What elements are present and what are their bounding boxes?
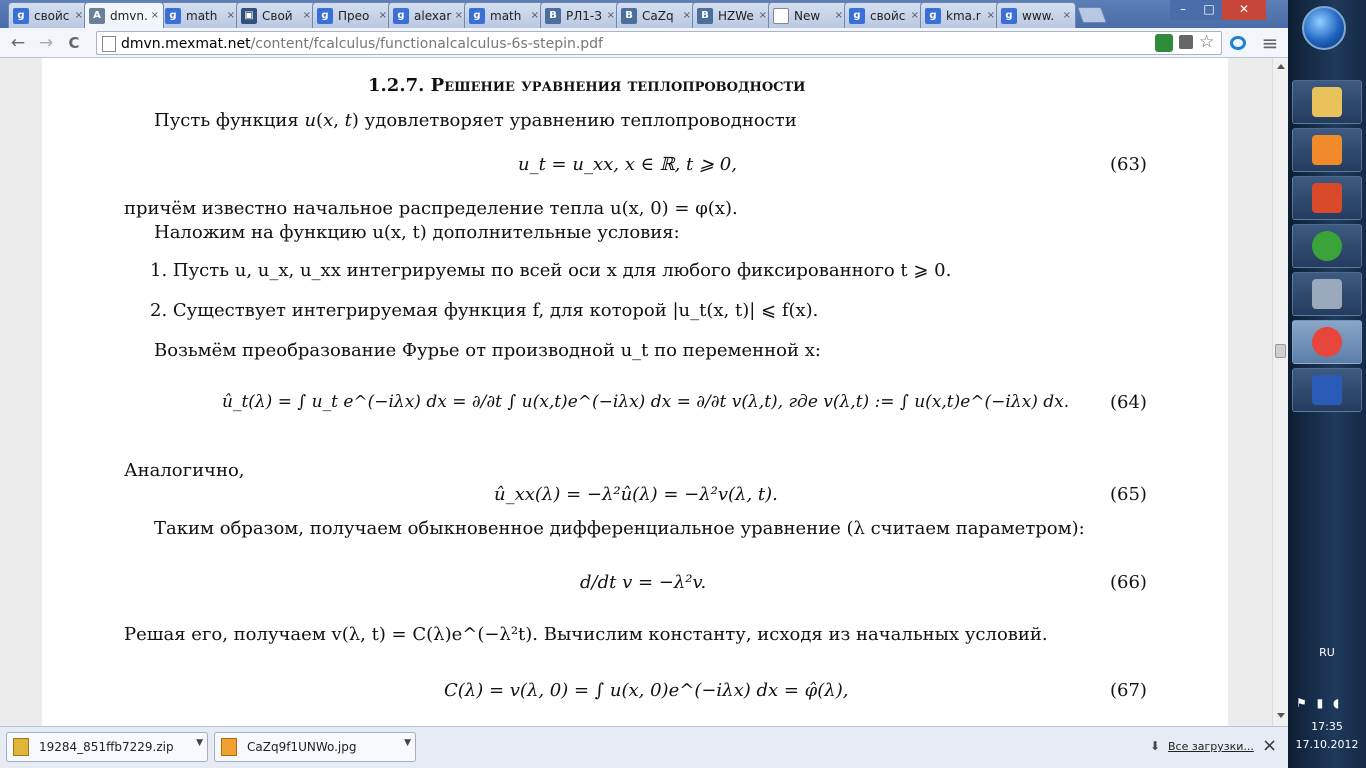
url-host: dmvn.mexmat.net — [121, 36, 251, 52]
vk-icon: B — [697, 8, 713, 24]
page-icon — [102, 36, 116, 52]
taskbar-system-window[interactable] — [1292, 272, 1362, 316]
vk-icon: B — [621, 8, 637, 24]
paragraph-7: Решая его, получаем v(λ, t) = C(λ)e^(−λ²t). Вычислим константу, исходя из начальных условий. — [124, 624, 1048, 645]
equation-number-63: (63) — [1110, 154, 1147, 175]
tab-title: HZWe — [718, 8, 754, 23]
menu-icon[interactable]: ≡ — [1261, 31, 1279, 55]
tab-11[interactable] — [844, 2, 924, 28]
minimize-button[interactable]: – — [1170, 0, 1196, 20]
equation-64: û_t(λ) = ∫ u_t e^(−iλx) dx = ∂/∂t ∫ u(x,t)e^(−iλx) dx = ∂/∂t v(λ,t), где v(λ,t) := ∫ u(x,t)e^(−iλx) dx. — [222, 392, 1070, 412]
taskbar-word[interactable] — [1292, 368, 1362, 412]
close-icon[interactable]: × — [74, 10, 83, 21]
address-bar[interactable] — [96, 31, 1222, 55]
tab-10[interactable] — [768, 2, 848, 28]
tab-title: свойс — [34, 8, 70, 23]
download-item-jpg[interactable] — [214, 732, 416, 762]
download-file-1: 19284_851ffb7229.zip — [39, 740, 174, 754]
equation-65: û_xx(λ) = −λ²û(λ) = −λ²v(λ, t). — [494, 484, 778, 505]
system-window-icon — [1312, 279, 1342, 309]
tab-title: CaZq — [642, 8, 674, 23]
close-icon[interactable]: × — [682, 10, 691, 21]
paragraph-2: причём известно начальное распределение тепла u(x, 0) = φ(x). — [124, 198, 738, 219]
page-icon — [773, 8, 789, 24]
chevron-down-icon[interactable]: ▼ — [196, 738, 203, 748]
language-indicator[interactable]: RU — [1319, 646, 1335, 659]
equation-66: d/dt v = −λ²v. — [580, 572, 707, 593]
chrome-icon — [1312, 327, 1342, 357]
close-icon[interactable]: × — [758, 10, 767, 21]
download-file-2: CaZq9f1UNWo.jpg — [247, 740, 357, 754]
scroll-up-arrow-icon[interactable] — [1277, 64, 1285, 69]
pdf-viewer — [0, 58, 1272, 726]
vk-icon: B — [545, 8, 561, 24]
google-icon: g — [13, 8, 29, 24]
google-icon: g — [469, 8, 485, 24]
download-arrow-icon: ⬇ — [1150, 739, 1161, 753]
zip-file-icon — [13, 738, 29, 756]
download-shelf — [0, 726, 1288, 768]
tab-title: New — [794, 8, 821, 23]
back-icon[interactable]: ← — [10, 33, 26, 53]
equation-67: C(λ) = v(λ, 0) = ∫ u(x, 0)e^(−iλx) dx = φ̂(λ), — [444, 680, 849, 701]
close-icon[interactable]: × — [986, 10, 995, 21]
tab-0[interactable] — [8, 2, 88, 28]
equation-number-66: (66) — [1110, 572, 1147, 593]
start-button[interactable] — [1302, 6, 1346, 50]
windows-taskbar — [1288, 0, 1366, 768]
close-icon[interactable]: × — [150, 10, 159, 21]
maximize-button[interactable]: □ — [1196, 0, 1222, 20]
tab-6[interactable] — [464, 2, 544, 28]
star-icon[interactable]: ☆ — [1199, 32, 1215, 52]
google-icon: g — [393, 8, 409, 24]
pdf-page — [42, 58, 1228, 726]
url-path: /content/fcalculus/functionalcalculus-6s-stepin.pdf — [250, 36, 603, 52]
close-icon[interactable]: × — [910, 10, 919, 21]
tab-title: Прео — [338, 8, 370, 23]
close-icon[interactable]: × — [378, 10, 387, 21]
battery-icon[interactable]: ▮ — [1316, 696, 1324, 710]
image-file-icon — [221, 738, 237, 756]
tab-1[interactable] — [84, 2, 164, 28]
tab-7[interactable] — [540, 2, 620, 28]
close-shelf-icon[interactable]: × — [1262, 735, 1278, 756]
flag-icon[interactable]: ⚑ — [1296, 696, 1307, 710]
tab-title: kma.r — [946, 8, 981, 23]
pdf-icon: A — [89, 8, 105, 24]
tab-title: math — [186, 8, 218, 23]
tab-title: math — [490, 8, 522, 23]
tab-4[interactable] — [312, 2, 392, 28]
equation-63: u_t = u_xx, x ∈ ℝ, t ⩾ 0, — [518, 154, 737, 175]
sync-icon[interactable] — [1230, 36, 1246, 50]
list-item-2: 2. Существует интегрируемая функция f, для которой |u_t(x, t)| ⩽ f(x). — [150, 300, 819, 321]
new-tab-button[interactable] — [1077, 7, 1107, 23]
extension-shield-icon[interactable] — [1155, 34, 1173, 52]
equation-number-65: (65) — [1110, 484, 1147, 505]
tab-title: www. — [1022, 8, 1055, 23]
scroll-down-arrow-icon[interactable] — [1277, 713, 1285, 718]
close-icon[interactable]: × — [302, 10, 311, 21]
scrollbar-thumb[interactable] — [1275, 344, 1286, 358]
close-icon[interactable]: × — [606, 10, 615, 21]
utorrent-icon — [1312, 231, 1342, 261]
clock-date[interactable]: 17.10.2012 — [1295, 738, 1359, 751]
forward-icon[interactable]: → — [38, 33, 54, 53]
video-icon: ▣ — [241, 8, 257, 24]
toolbar — [0, 28, 1288, 58]
all-downloads-link[interactable]: Все загрузки... — [1168, 740, 1254, 753]
clock-time[interactable]: 17:35 — [1311, 720, 1343, 733]
media-player-icon — [1312, 135, 1342, 165]
list-item-1: 1. Пусть u, u_x, u_xx интегрируемы по всей оси x для любого фиксированного t ⩾ 0. — [150, 260, 952, 281]
tab-13[interactable] — [996, 2, 1076, 28]
tab-title: свойс — [870, 8, 906, 23]
tab-strip — [0, 0, 1288, 28]
p1-start: Пусть функция — [154, 110, 305, 131]
tab-title: РЛ1-З — [566, 8, 602, 23]
paragraph-4: Возьмём преобразование Фурье от производной u_t по переменной x: — [154, 340, 821, 361]
system-tray — [1296, 696, 1339, 710]
tab-12[interactable] — [920, 2, 1000, 28]
google-icon: g — [317, 8, 333, 24]
download-item-zip[interactable] — [6, 732, 208, 762]
tab-2[interactable] — [160, 2, 240, 28]
heading-title: Решение уравнения теплопроводности — [430, 75, 806, 96]
close-icon[interactable]: × — [226, 10, 235, 21]
tab-title: Свой — [262, 8, 293, 23]
tab-3[interactable] — [236, 2, 316, 28]
tab-9[interactable] — [692, 2, 772, 28]
taskbar-chrome[interactable] — [1292, 320, 1362, 364]
tab-title: alexar — [414, 8, 452, 23]
taskbar-photo-editor[interactable] — [1292, 176, 1362, 220]
volume-icon[interactable]: ◖ — [1333, 696, 1340, 710]
paragraph-6: Таким образом, получаем обыкновенное дифференциальное уравнение (λ считаем параметром): — [154, 518, 1085, 539]
heading-number: 1.2.7. — [368, 75, 425, 96]
close-icon[interactable]: × — [834, 10, 843, 21]
close-icon[interactable]: × — [530, 10, 539, 21]
google-icon: g — [165, 8, 181, 24]
google-icon: g — [849, 8, 865, 24]
taskbar-file-manager[interactable] — [1292, 80, 1362, 124]
paragraph-1: Пусть функция u(x, t) удовлетворяет уравнению теплопроводности — [154, 110, 797, 131]
word-icon — [1312, 375, 1342, 405]
equation-number-64: (64) — [1110, 392, 1147, 413]
google-icon: g — [1001, 8, 1017, 24]
tab-title: dmvn. — [110, 8, 148, 23]
section-heading — [368, 75, 805, 96]
file-manager-icon — [1312, 87, 1342, 117]
photo-editor-icon — [1312, 183, 1342, 213]
reload-icon[interactable]: C — [68, 34, 80, 52]
puzzle-icon[interactable] — [1179, 35, 1193, 49]
tab-8[interactable] — [616, 2, 696, 28]
paragraph-5: Аналогично, — [124, 460, 245, 481]
chevron-down-icon[interactable]: ▼ — [404, 738, 411, 748]
google-icon: g — [925, 8, 941, 24]
close-icon[interactable]: × — [1062, 10, 1071, 21]
p1-end: удовлетворяет уравнению теплопроводности — [358, 110, 797, 131]
tab-5[interactable] — [388, 2, 468, 28]
vertical-scrollbar[interactable] — [1272, 58, 1288, 726]
close-icon[interactable]: × — [454, 10, 463, 21]
taskbar-media-player[interactable] — [1292, 128, 1362, 172]
taskbar-utorrent[interactable] — [1292, 224, 1362, 268]
close-window-button[interactable]: ✕ — [1222, 0, 1266, 20]
equation-number-67: (67) — [1110, 680, 1147, 701]
paragraph-3: Наложим на функцию u(x, t) дополнительные условия: — [154, 222, 680, 243]
